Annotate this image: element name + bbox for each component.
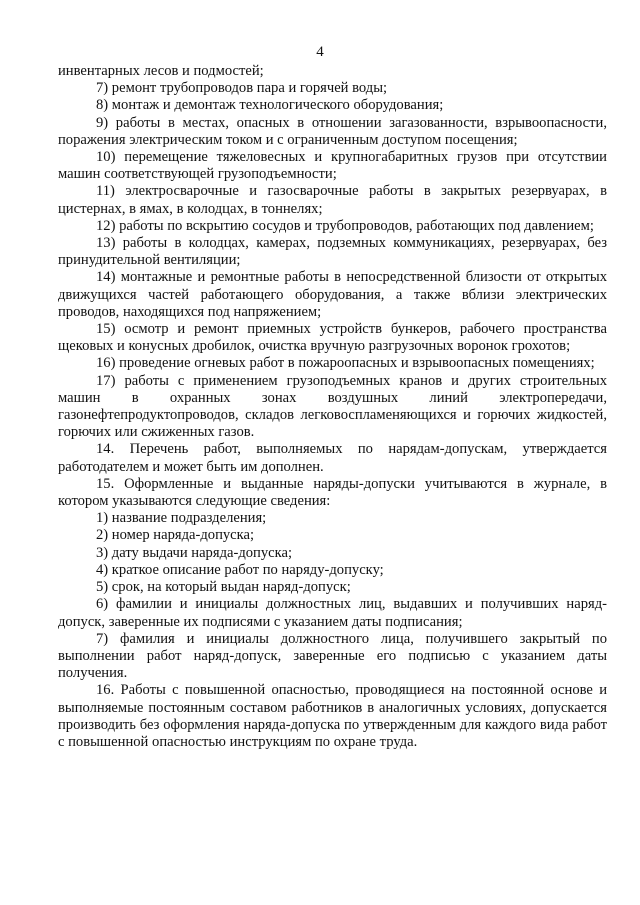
journal-item-1: 1) название подразделения; [96,510,267,527]
list-item-9: 9) работы в местах, опасных в отношении загазованности, взрывоопасности, поражения электрическим током и с ограниченным доступом посещения; [58,114,607,148]
list-item-14: 14) монтажные и ремонтные работы в непосредственной близости от открытых движущихся частей работающего оборудования, а также вблизи электрических проводов, находящихся под напряжением; [58,269,607,320]
list-item-11: 11) электросварочные и газосварочные работы в закрытых резервуарах, в цистернах, в ямах, в колодцах, в тоннелях; [58,183,607,217]
list-item-16: 16) проведение огневых работ в пожароопасных и взрывоопасных помещениях; [96,355,595,372]
list-item-10: 10) перемещение тяжеловесных и крупногабаритных грузов при отсутствии машин соответствующей грузоподъемности; [58,149,607,183]
journal-item-5: 5) срок, на который выдан наряд-допуск; [96,579,351,596]
list-item-7: 7) ремонт трубопроводов пара и горячей воды; [96,80,388,97]
clause-15: 15. Оформленные и выданные наряды-допуски учитываются в журнале, в котором указываются следующие сведения: [58,475,607,510]
list-item-12: 12) работы по вскрытию сосудов и трубопроводов, работающих под давлением; [96,217,594,234]
list-item-15: 15) осмотр и ремонт приемных устройств бункеров, рабочего пространства щековых и конусных дробилок, очистка вручную разгрузочных воронок грохотов; [58,321,607,355]
paragraph-continuation: инвентарных лесов и подмостей; [58,63,264,79]
list-item-17: 17) работы с применением грузоподъемных кранов и других строительных машин в охранных зонах воздушных линий электропередачи, газонефтепродуктопроводов, складов легковоспламеняющихся и горючих жидкостей, горючих или сжиженных газов. [58,372,607,441]
clause-16: 16. Работы с повышенной опасностью, проводящиеся на постоянной основе и выполняемые постоянным составом работников в аналогичных условиях, допускается производить без оформления наряда-допуска по утвержденным для каждого вида работ с повышенной опасностью инструкциям по охране труда. [58,682,607,750]
journal-item-2: 2) номер наряда-допуска; [96,527,255,544]
journal-item-4: 4) краткое описание работ по наряду-допуску; [96,561,384,578]
clause-14: 14. Перечень работ, выполняемых по нарядам-допускам, утверждается работодателем и может быть им дополнен. [58,441,607,475]
document-body [58,63,607,751]
journal-item-3: 3) дату выдачи наряда-допуска; [96,544,293,561]
journal-item-7: 7) фамилия и инициалы должностного лица, получившего закрытый по выполнении работ наряд-допуск, заверенные его подписью с указанием даты получения. [58,630,607,682]
journal-item-6: 6) фамилии и инициалы должностных лиц, выдавших и получивших наряд-допуск, заверенные их подписями с указанием даты подписания; [58,596,607,630]
page-number: 4 [316,44,324,60]
list-item-8: 8) монтаж и демонтаж технологического оборудования; [96,97,444,114]
list-item-13: 13) работы в колодцах, камерах, подземных коммуникациях, резервуарах, без принудительной вентиляции; [58,235,607,269]
